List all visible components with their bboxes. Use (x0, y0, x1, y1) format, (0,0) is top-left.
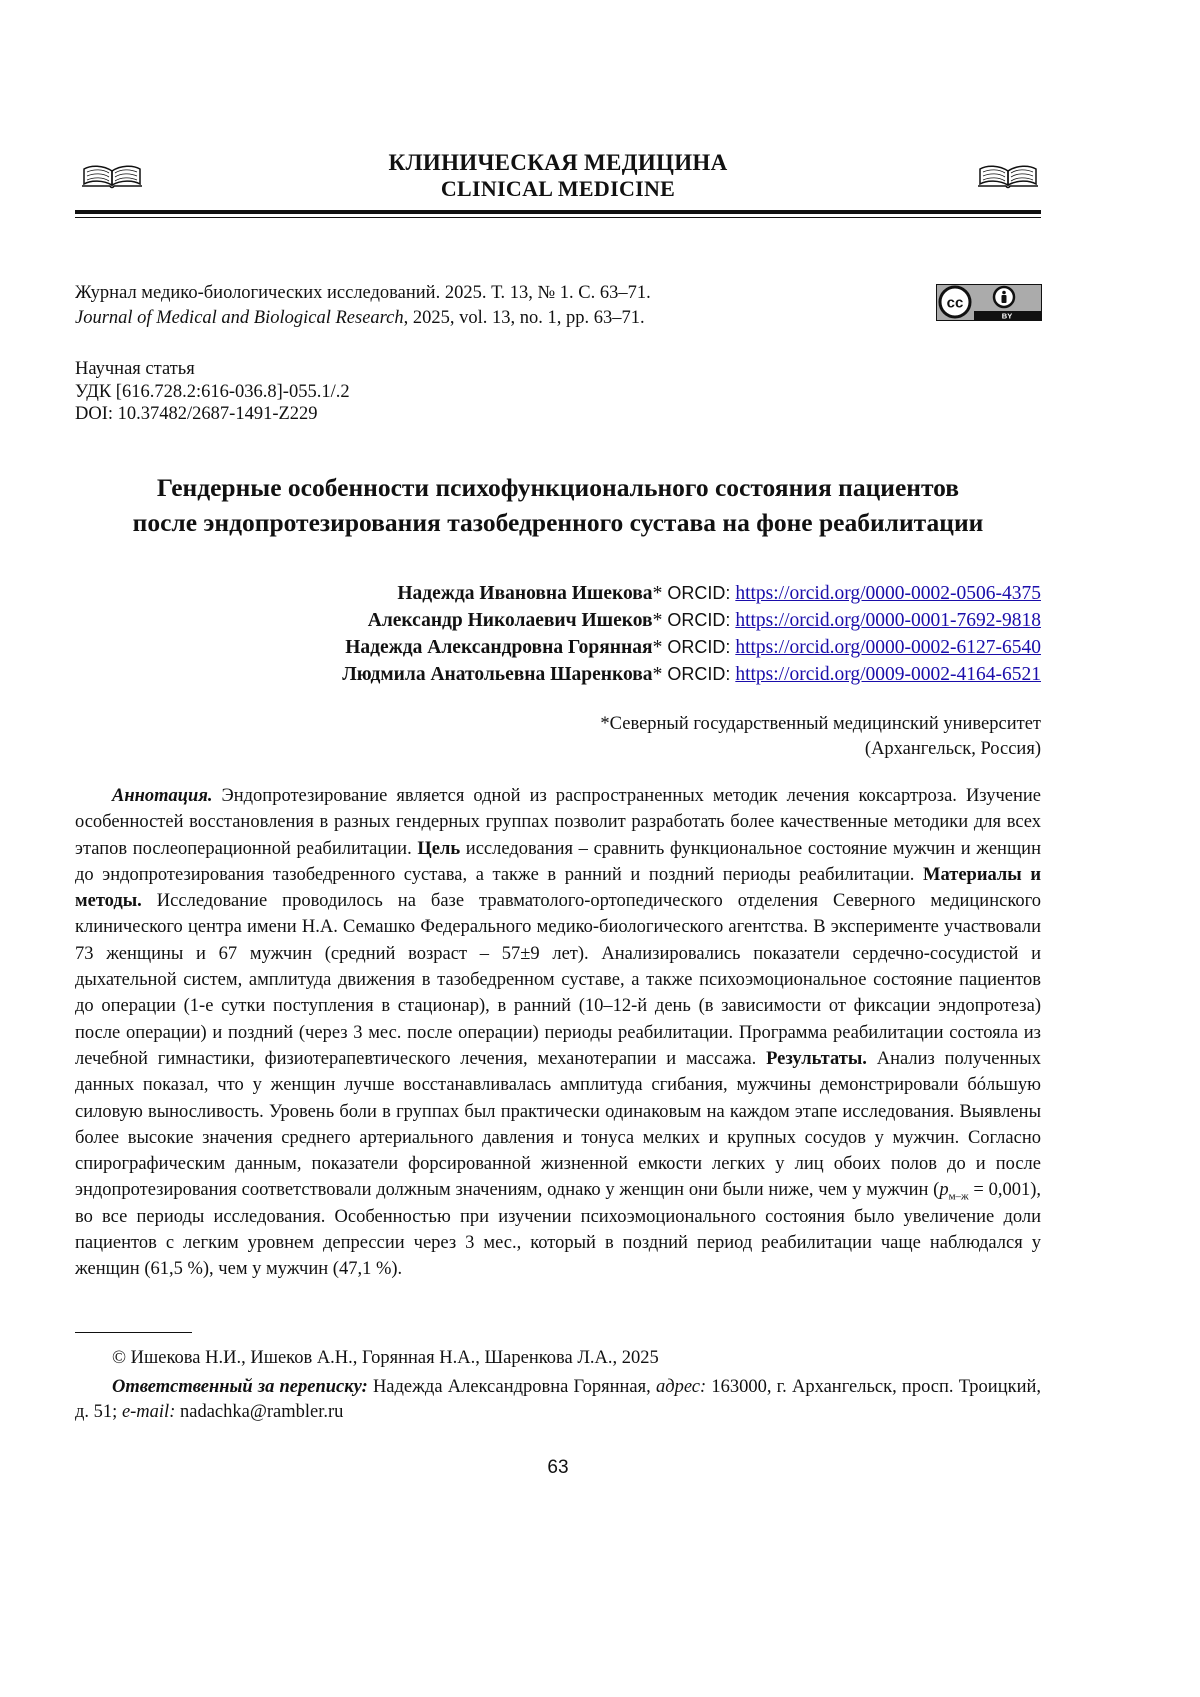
article-title (75, 470, 1041, 540)
affiliation-location: (Архангельск, Россия) (864, 739, 1041, 759)
abstract-results-label: Результаты. (766, 1048, 867, 1069)
citation-en-details: , 2025, vol. 13, no. 1, pp. 63–71. (403, 308, 645, 328)
rubric-title-ru: КЛИНИЧЕСКАЯ МЕДИЦИНА (388, 150, 728, 175)
open-book-icon (81, 164, 143, 190)
affiliation-mark: * (652, 664, 663, 685)
abstract-text-results: Анализ полученных данных показал, что у женщин лучше восстанавливалась амплитуда сгибания, мужчины демонстрировали бóльшую силовую выносливость. Уровень боли в группах был практически одинаковым на каждом этапе исследования. Выявлены более высокие значения среднего артериального давления и тонуса мелких и крупных сосудов у мужчин. Согласно спирографическим данным, показатели форсированной жизненной емкости легких у лиц обоих полов до и после эндопротезирования соответствовали должным значениям, однако у женщин они были ниже, чем у мужчин ( (75, 1048, 1041, 1201)
p-value-variable: p (939, 1180, 949, 1201)
orcid-label: ORCID: (662, 610, 736, 630)
affiliation (600, 712, 1041, 762)
doi: DOI: 10.37482/2687-1491-Z229 (75, 404, 318, 424)
udk-code: УДК [616.728.2:616-036.8]-055.1/.2 (75, 381, 350, 402)
correspondence (75, 1375, 1041, 1425)
journal-name-en: Journal of Medical and Biological Research (75, 308, 404, 328)
article-title-line-2: после эндопротезирования тазобедренного сустава на фоне реабилитации (132, 508, 984, 537)
cc-by-license-icon[interactable] (936, 284, 1042, 321)
article-title-line-1: Гендерные особенности психофункционального состояния пациентов (156, 473, 960, 502)
abstract-text-conclusion: = 0,001), во все периоды исследования. Особенностью при изучении психоэмоционального состояния было увеличение доли пациентов с легким уровнем депрессии через 3 мес., который в поздний период реабилитации чаще наблюдался у женщин (61,5 %), чем у мужчин (47,1 %). (75, 1180, 1041, 1280)
orcid-link[interactable]: https://orcid.org/0000-0002-6127-6540 (735, 637, 1041, 658)
abstract-lead: Аннотация. (112, 786, 213, 806)
cc-by-label: BY (1001, 311, 1013, 321)
abstract-methods-label: Материалы и методы. (75, 864, 1042, 912)
rubric-title-en: CLINICAL MEDICINE (440, 176, 676, 201)
article-type: Научная статья (75, 359, 195, 379)
email-address[interactable]: nadachka@rambler.ru (175, 1402, 344, 1422)
author-list (342, 580, 1041, 688)
orcid-label: ORCID: (662, 637, 736, 657)
affiliation-mark: * (652, 583, 663, 604)
author-line (342, 580, 1041, 607)
abstract-text-methods: Исследование проводилось на базе травматолого-ортопедического отделения Северного медицинского клинического центра имени Н.А. Семашко Федерального медико-биологического агентства. В эксперименте участвовали 73 женщины и 67 мужчин (средний возраст – 57±9 лет). Анализировались показатели сердечно-сосудистой и дыхательной систем, амплитуда движения в тазобедренном суставе, а также психоэмоциональное состояние пациентов до операции (1-е сутки поступления в стационар), в ранний (10–12-й день (в зависимости от фиксации эндопротеза) после операции) и поздний (через 3 мес. после операции) периоды реабилитации. Программа реабилитации состояла из лечебной гимнастики, физиотерапевтического лечения, механотерапии и массажа. (75, 891, 1041, 1069)
affiliation-mark: * (652, 637, 663, 658)
section-header (75, 150, 1041, 212)
orcid-link[interactable]: https://orcid.org/0000-0001-7692-9818 (735, 610, 1041, 631)
article-meta (75, 358, 350, 426)
author-name: Надежда Александровна Горянная (345, 637, 653, 658)
author-line (342, 634, 1041, 661)
address: 163000, г. Архангельск, просп. Троицкий, д. 51; (75, 1377, 1042, 1422)
orcid-label: ORCID: (662, 664, 736, 684)
citation-ru: Журнал медико-биологических исследований. 2025. Т. 13, № 1. С. 63–71. (75, 283, 651, 303)
copyright: © Ишекова Н.И., Ишеков А.Н., Горянная Н.А., Шаренкова Л.А., 2025 (112, 1348, 659, 1368)
orcid-label: ORCID: (662, 583, 736, 603)
page-number: 63 (547, 1457, 569, 1478)
citation-en (75, 306, 651, 331)
author-name: Надежда Ивановна Ишекова (397, 583, 653, 604)
abstract-aim-label: Цель (417, 838, 461, 859)
correspondence-name: Надежда Александровна Горянная, (367, 1377, 656, 1397)
affiliation-name: *Северный государственный медицинский университет (600, 714, 1041, 734)
abstract (75, 783, 1041, 1283)
affiliation-mark: * (652, 610, 663, 631)
open-book-icon (977, 164, 1039, 190)
abstract-text-aim: исследования – сравнить функциональное состояние мужчин и женщин до эндопротезирования тазобедренного сустава, а также в ранний и поздний периоды реабилитации. (75, 838, 1041, 885)
header-rule (75, 210, 1041, 214)
svg-text:cc: cc (946, 294, 964, 312)
correspondence-label: Ответственный за переписку: (112, 1377, 368, 1397)
address-label: адрес: (655, 1377, 707, 1397)
footnote-rule (75, 1332, 192, 1333)
email-label: e-mail: (121, 1402, 176, 1422)
abstract-text-intro: Эндопротезирование является одной из распространенных методик лечения коксартроза. Изучение особенностей восстановления в разных гендерных группах позволит разработать более качественные методики для всех этапов послеоперационной реабилитации. (75, 786, 1041, 859)
author-line (342, 661, 1041, 688)
header-rule-thin (75, 217, 1041, 218)
author-name: Людмила Анатольевна Шаренкова (342, 664, 653, 685)
author-name: Александр Николаевич Ишеков (367, 610, 653, 631)
author-line (342, 607, 1041, 634)
p-value-subscript: м–ж (948, 1191, 969, 1204)
citation-block (75, 281, 651, 331)
orcid-link[interactable]: https://orcid.org/0009-0002-4164-6521 (735, 664, 1041, 685)
orcid-link[interactable]: https://orcid.org/0000-0002-0506-4375 (735, 583, 1041, 604)
